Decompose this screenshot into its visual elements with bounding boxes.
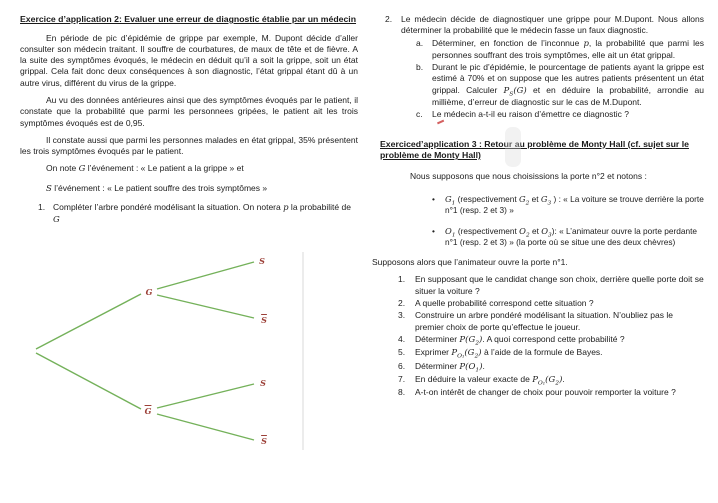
event-definition-s: S l’événement : « Le patient souffre des trois symptômes » bbox=[46, 182, 268, 194]
question-2a bbox=[416, 38, 704, 62]
bullet-text: $G_1$ (respectivement $G_2$ et $G_3$ ) : « La voiture se trouve derrière la porte n°1 (resp. 2 et 3) » bbox=[445, 193, 704, 216]
probability-tree-diagram bbox=[25, 246, 315, 458]
bullet-icon: • bbox=[432, 225, 435, 236]
subquestion-text: Déterminer, en fonction de l’inconnue p, la probabilité que parmi les personnes souffrant des trois symptômes, elle ait un état grippal. bbox=[432, 37, 704, 60]
branch-gbar-s bbox=[157, 384, 254, 408]
question-number: 6. bbox=[398, 360, 406, 371]
exercise3-hypothesis: Supposons alors que l’animateur ouvre la porte n°1. bbox=[372, 257, 568, 268]
exercise2-question-2 bbox=[385, 14, 704, 122]
question-2-text: Le médecin décide de diagnostiquer une grippe pour M.Dupont. Nous allons déterminer la probabilité que le médecin fasse un faux diagnostic. bbox=[401, 14, 704, 36]
question-text: A quelle probabilité correspond cette situation ? bbox=[415, 298, 594, 309]
subquestion-letter: a. bbox=[416, 37, 424, 48]
question-text: Déterminer $P(G_2)$. A quoi correspond cette probabilité ? bbox=[415, 333, 625, 347]
question-number: 3. bbox=[398, 310, 406, 321]
question-text: A-t-on intérêt de changer de choix pour pouvoir remporter la voiture ? bbox=[415, 387, 676, 398]
left-column bbox=[20, 14, 358, 233]
event-definition-g: On note G l’événement : « Le patient a la grippe » et bbox=[46, 163, 244, 175]
exercise3-intro: Nous supposons que nous choisissions la porte n°2 et notons : bbox=[410, 170, 647, 181]
tree-node-s-bottom: S bbox=[260, 378, 266, 388]
exercise2-paragraph-3: Il constate aussi que parmi les personnes malades en état grippal, 35% présentent les trois symptômes évoqués par le patient. bbox=[20, 134, 358, 157]
exercise3-title: Exerciced’application 3 : Retour au problème de Monty Hall (cf. sujet sur le problème de Monty Hall) bbox=[380, 138, 689, 161]
question-number: 7. bbox=[398, 373, 406, 384]
exercise3-question-5 bbox=[398, 347, 704, 359]
exercise3-question-2 bbox=[398, 298, 704, 309]
bullet-icon: • bbox=[432, 193, 435, 204]
exercise3-question-1 bbox=[398, 274, 704, 297]
question-number: 2. bbox=[385, 14, 393, 24]
branch-root-gbar bbox=[36, 353, 141, 409]
branch-gbar-sbar bbox=[157, 414, 254, 440]
exercise3-question-4 bbox=[398, 334, 704, 346]
question-2c bbox=[416, 109, 704, 120]
question-number: 8. bbox=[398, 387, 406, 398]
branch-root-g bbox=[36, 294, 141, 349]
tree-node-s-top: S bbox=[259, 256, 265, 266]
exercise3-question-3 bbox=[398, 310, 704, 333]
subquestion-letter: b. bbox=[416, 62, 424, 73]
subquestion-letter: c. bbox=[416, 109, 423, 120]
question-number: 4. bbox=[398, 333, 406, 344]
bullet-definition-g bbox=[432, 194, 704, 217]
tree-branches bbox=[25, 246, 315, 458]
question-text: Compléter l’arbre pondéré modélisant la situation. On notera p la probabilité de G bbox=[53, 202, 351, 226]
exercise2-title: Exercice d’application 2: Evaluer une erreur de diagnostic établie par un médecin bbox=[20, 14, 357, 24]
exercise3-question-8 bbox=[398, 387, 704, 398]
branch-g-s bbox=[157, 262, 254, 289]
question-text: Exprimer $P_{O_1}(G_2)$ à l’aide de la formule de Bayes. bbox=[415, 347, 603, 360]
question-text: Déterminer $P(O_1)$. bbox=[415, 360, 485, 374]
tree-node-g: G bbox=[145, 287, 153, 297]
question-text: En supposant que le candidat change son choix, derrière quelle porte doit se situer la voiture ? bbox=[415, 274, 704, 296]
subquestion-text: Le médecin a-t-il eu raison d’émettre ce diagnostic ? bbox=[432, 109, 630, 120]
tree-node-s-bar-bottom: $\overline{S}$ bbox=[261, 436, 267, 446]
question-text: En déduire la valeur exacte de $P_{O_1}(G_2)$. bbox=[415, 373, 565, 387]
branch-g-sbar bbox=[157, 295, 254, 318]
subquestion-text: Durant le pic d’épidémie, le pourcentage de patients ayant la grippe est estimé à 70% et on suppose que les autres patients présentent un état grippal. Calculer $P_S(G)$ et en déduire la probabilité, arrondie au millième, d’erreur de diagnostic sur le cas de M.Dupont. bbox=[432, 62, 704, 108]
exercise2-question-1 bbox=[38, 202, 358, 227]
exercise2-paragraph-2: Au vu des données antérieures ainsi que des symptômes évoqués par le patient, il constate que la probabilité que parmi les personnees gripées, le patient ait les trois symptômes évoqués est de 0,95. bbox=[20, 94, 358, 128]
tree-node-s-bar-top: $\overline{S}$ bbox=[261, 315, 267, 325]
bullet-definition-o bbox=[432, 226, 704, 249]
question-number: 1. bbox=[398, 274, 406, 285]
question-number: 1. bbox=[38, 202, 46, 213]
exercise3-question-7 bbox=[398, 374, 704, 386]
question-number: 5. bbox=[398, 347, 406, 358]
question-number: 2. bbox=[398, 298, 406, 309]
exercise3-question-6 bbox=[398, 361, 704, 373]
bullet-text: $O_1$ (respectivement $O_2$ et $O_3$): « L’animateur ouvre la porte perdante n°1 (resp. 2 et 3) » (la porte où se situe une des deux chèvres) bbox=[445, 225, 698, 247]
question-text: Construire un arbre pondéré modélisant la situation. N’oubliez pas le premier choix de porte qu’effectue le joueur. bbox=[415, 310, 673, 332]
tree-node-g-bar: $\overline{G}$ bbox=[144, 406, 152, 416]
exercise2-paragraph-1: En période de pic d’épidémie de grippe par exemple, M. Dupont décide d’aller consulter son médecin traitant. Il souffre de courbatures, de maux de tête et de fièvre. A la suite des symptômes évoqués, le médecin en déduit qu’il a soit la grippe, soit un état grippal. Cela fait donc deux conséquences à son diagnostic, l’état grippal étant dû à un autre virus, différent du virus de la grippe. bbox=[20, 32, 358, 88]
right-column bbox=[372, 14, 704, 399]
question-2b bbox=[416, 62, 704, 108]
